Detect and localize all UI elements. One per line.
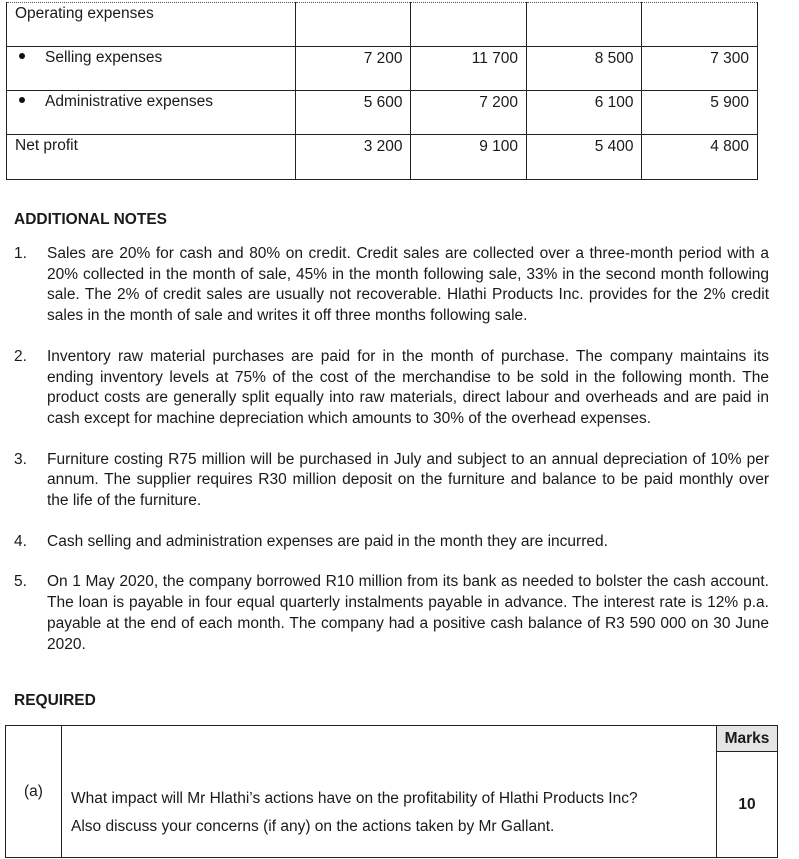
list-item — [14, 244, 769, 327]
cell-value: 8 500 — [526, 47, 642, 91]
marks-header: Marks — [717, 726, 778, 752]
note-text: Sales are 20% for cash and 80% on credit. Credit sales are collected over a three-month period with a 20% collected in the month of sale, 45% in the month following sale, 33% in the second month following sale. The 2% of credit sales are usually not recoverable. Hlathi Products Inc. provides for the 2% credit sales in the month of sale and writes it off three months following sale. — [47, 245, 769, 325]
row-label: Selling expenses — [45, 49, 163, 66]
list-item — [14, 450, 769, 512]
required-heading: REQUIRED — [14, 692, 96, 709]
cell-value: 9 100 — [411, 135, 527, 180]
question-line-1: What impact will Mr Hlathi’s actions have on the profitability of Hlathi Products Inc? — [71, 789, 638, 807]
note-number: 1. — [14, 245, 27, 262]
row-label: Administrative expenses — [45, 93, 213, 110]
table-row — [6, 726, 778, 752]
marks-value: 10 — [717, 752, 778, 858]
question-line-2: Also discuss your concerns (if any) on the actions taken by Mr Gallant. — [71, 817, 555, 835]
note-text: Inventory raw material purchases are paid for in the month of purchase. The company maintains its ending inventory levels at 75% of the cost of the merchandise to be sold in the following month. The product costs are generally split equally into raw materials, direct labour and overheads and are paid in cash except for machine depreciation which amounts to 30% of the overhead expenses. — [47, 347, 769, 427]
cell-value: 7 200 — [411, 91, 527, 135]
required-table — [5, 725, 778, 858]
table-row — [7, 91, 758, 135]
table-row — [7, 3, 758, 47]
cell-value — [295, 3, 411, 47]
list-item — [14, 532, 769, 553]
note-number: 5. — [14, 573, 27, 591]
cell-value: 5 400 — [526, 135, 642, 180]
cell-value: 4 800 — [642, 135, 758, 180]
note-number: 3. — [14, 450, 27, 468]
note-number: 4. — [14, 532, 27, 550]
question-number: (a) — [6, 726, 62, 858]
bullet-icon — [19, 93, 45, 111]
table-row — [7, 135, 758, 180]
cell-value: 7 200 — [295, 47, 411, 91]
table-row — [7, 47, 758, 91]
list-item — [14, 572, 769, 655]
note-text: Furniture costing R75 million will be purchased in July and subject to an annual depreciation of 10% per annum. The supplier requires R30 million deposit on the furniture and balance to be paid monthly over the life of the furniture. — [47, 450, 769, 510]
row-label: Operating expenses — [7, 3, 296, 47]
note-text: On 1 May 2020, the company borrowed R10 million from its bank as needed to bolster the cash account. The loan is payable in four equal quarterly instalments payable in advance. The interest rate is 12% p.a. payable at the end of each month. The company had a positive cash balance of R3 590 000 on 30 June 2020. — [47, 573, 769, 653]
notes-list — [14, 244, 769, 675]
cell-value — [526, 3, 642, 47]
cell-value — [642, 3, 758, 47]
additional-notes-heading: ADDITIONAL NOTES — [14, 211, 167, 228]
cell-value: 5 900 — [642, 91, 758, 135]
row-label: Net profit — [7, 135, 296, 180]
note-text: Cash selling and administration expenses are paid in the month they are incurred. — [47, 532, 608, 550]
cell-value: 6 100 — [526, 91, 642, 135]
question-text — [62, 726, 717, 858]
cell-value: 5 600 — [295, 91, 411, 135]
cell-value: 3 200 — [295, 135, 411, 180]
cell-value: 11 700 — [411, 47, 527, 91]
bullet-icon — [19, 49, 45, 67]
cell-value: 7 300 — [642, 47, 758, 91]
financial-table — [6, 2, 758, 180]
cell-value — [411, 3, 527, 47]
list-item — [14, 347, 769, 430]
note-number: 2. — [14, 347, 27, 365]
